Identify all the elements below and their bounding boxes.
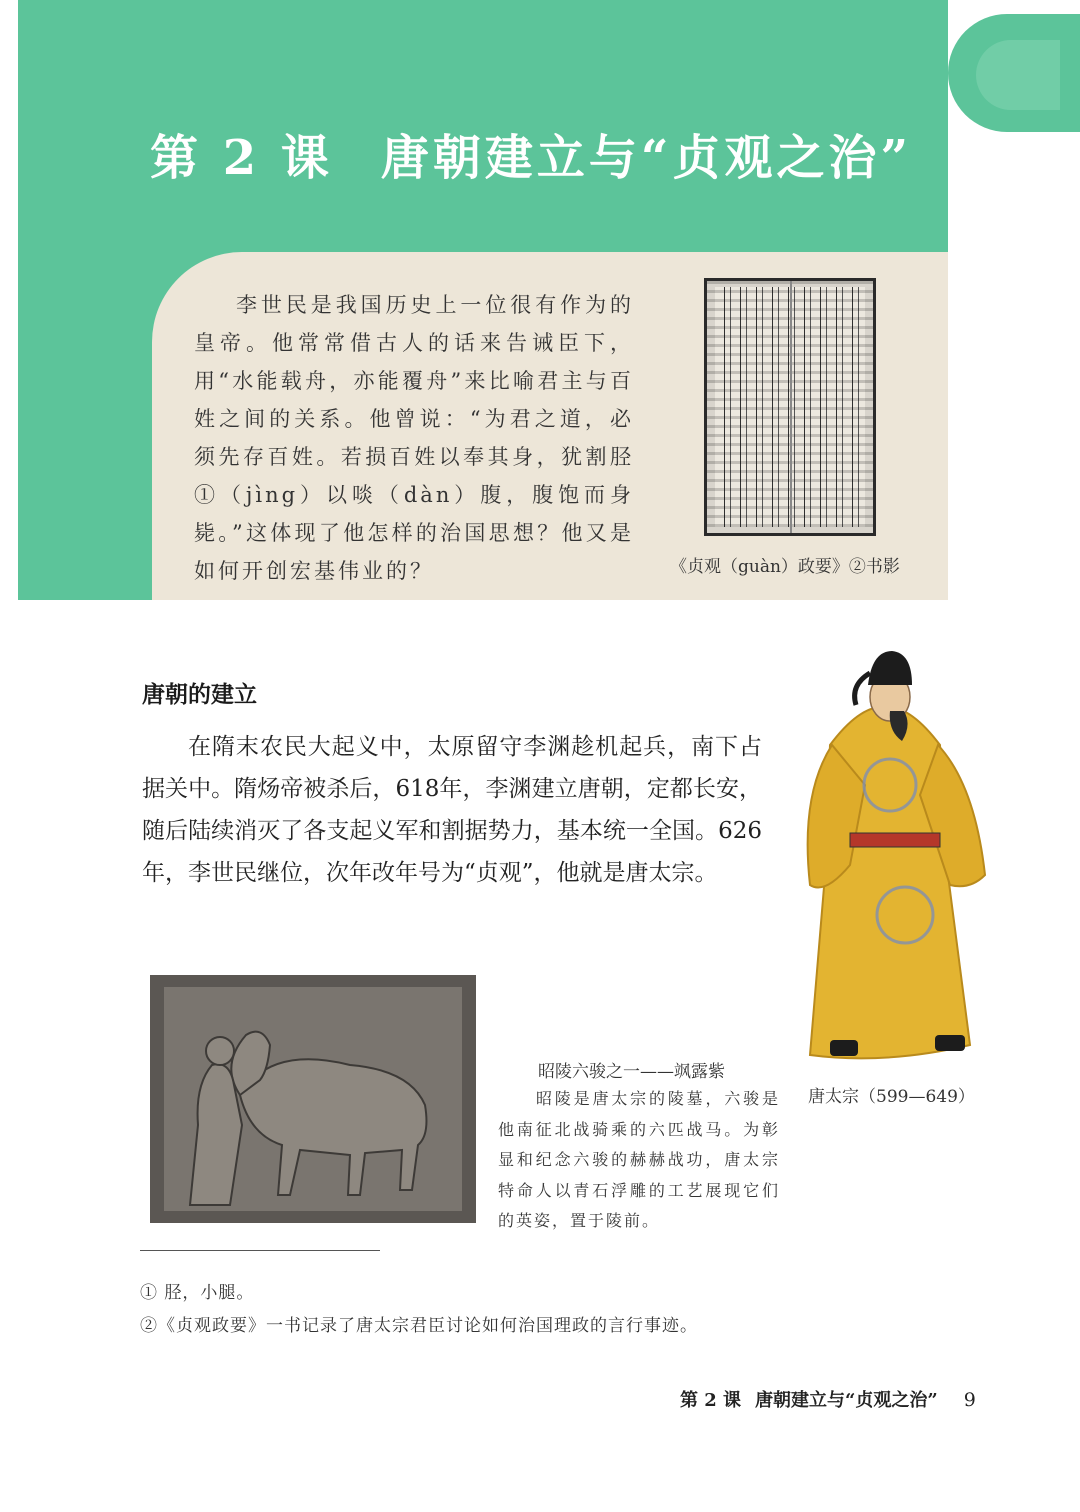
relief-caption-title: 昭陵六骏之一——飒露紫 [538,1062,725,1082]
emperor-caption: 唐太宗（599—649） [808,1087,975,1107]
saluzi-relief-image [150,975,476,1223]
lesson-name: 唐朝建立与“贞观之治” [380,130,913,186]
footer-chapter: 第 2 课 [680,1390,742,1411]
footnote-1: ① 胫，小腿。 [140,1283,255,1303]
section-heading: 唐朝的建立 [142,681,257,708]
relief-caption-description: 昭陵是唐太宗的陵墓，六骏是他南征北战骑乘的六匹战马。为彰显和纪念六骏的赫赫战功，唐太宗特命人以青石浮雕的工艺展现它们的英姿，置于陵前。 [498,1089,780,1230]
footnote-2: ②《贞观政要》一书记录了唐太宗君臣讨论如何治国理政的言行事迹。 [140,1316,698,1336]
corner-decoration [948,14,1080,132]
section-body: 在隋末农民大起义中，太原留守李渊趁机起兵，南下占据关中。隋炀帝被杀后，618年，李渊建立唐朝，定都长安，随后陆续消灭了各支起义军和割据势力，基本统一全国。626年，李世民继位，次年改年号为“贞观”，他就是唐太宗。 [142,734,762,886]
footnote-divider [140,1250,380,1251]
page-number: 9 [963,1389,976,1411]
zhenguan-zhengyao-book-image [704,278,876,536]
book-image-caption: 《贞观（guàn）政要》②书影 [670,557,900,577]
footer-title: 唐朝建立与“贞观之治” [755,1390,938,1411]
tang-taizong-portrait [770,645,1000,1065]
lesson-number: 第 2 课 [150,130,333,186]
page-footer [680,1386,976,1412]
intro-paragraph: 李世民是我国历史上一位很有作为的皇帝。他常常借古人的话来告诫臣下，用“水能载舟，亦能覆舟”来比喻君主与百姓之间的关系。他曾说：“为君之道，必须先存百姓。若损百姓以奉其身，犹割胫①（jìng）以啖（dàn）腹，腹饱而身毙。”这体现了他怎样的治国思想？他又是如何开创宏基伟业的？ [194,293,634,583]
lesson-title [150,118,913,198]
